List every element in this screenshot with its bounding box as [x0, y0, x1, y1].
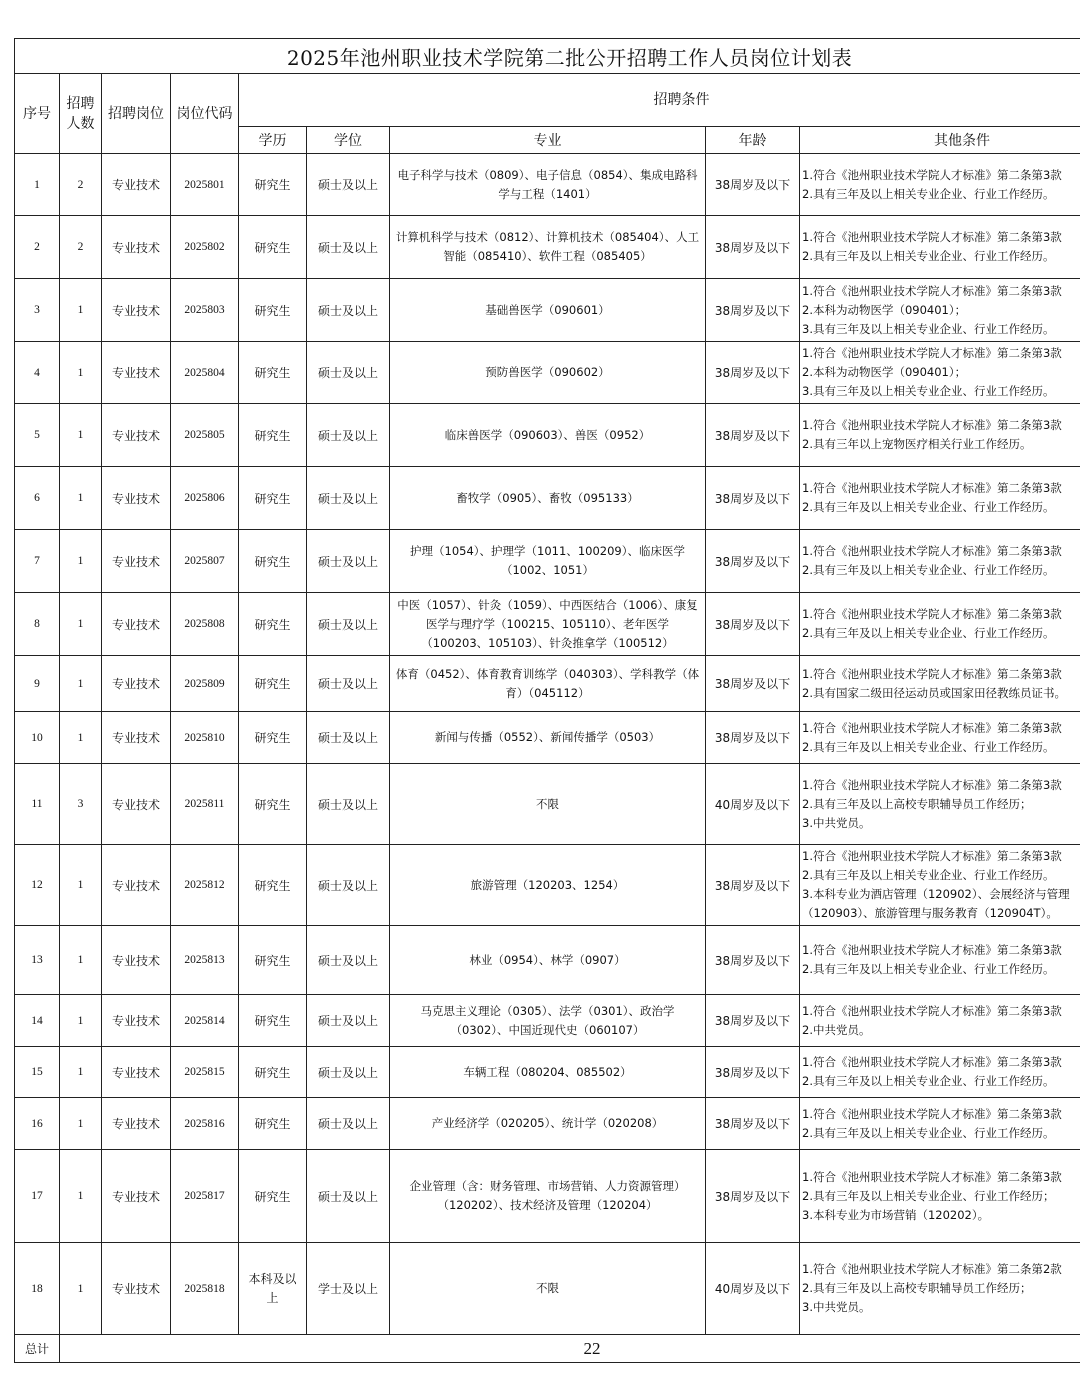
row-code: 2025806 — [171, 467, 239, 530]
row-code: 2025802 — [171, 216, 239, 279]
other-condition-line: 3.中共党员。 — [802, 815, 871, 830]
row-degree: 硕士及以上 — [307, 530, 390, 593]
row-education: 研究生 — [239, 1098, 307, 1150]
other-condition-line: 2.具有三年及以上相关专业企业、行业工作经历。 — [802, 1074, 1055, 1088]
row-post: 专业技术 — [102, 279, 171, 342]
row-seq: 9 — [15, 656, 60, 712]
other-condition-line: （120903）、旅游管理与服务教育（120904T）。 — [802, 906, 1058, 920]
row-code: 2025807 — [171, 530, 239, 593]
other-condition-line: 1.符合《池州职业技术学院人才标准》第二条第3款 — [802, 777, 1062, 792]
row-education: 研究生 — [239, 530, 307, 593]
row-post: 专业技术 — [102, 764, 171, 845]
row-post: 专业技术 — [102, 530, 171, 593]
row-education: 本科及以上 — [239, 1243, 307, 1335]
other-condition-line: 3.中共党员。 — [802, 1300, 871, 1314]
other-condition-line: 2.具有三年及以上相关专业企业、行业工作经历。 — [802, 186, 1055, 201]
row-post: 专业技术 — [102, 1243, 171, 1335]
row-age: 38周岁及以下 — [706, 467, 800, 530]
row-post: 专业技术 — [102, 926, 171, 995]
row-other-conditions — [800, 342, 1080, 404]
row-degree: 硕士及以上 — [307, 656, 390, 712]
table-row — [15, 154, 1080, 216]
row-education: 研究生 — [239, 342, 307, 404]
row-major: 临床兽医学（090603）、兽医（0952） — [390, 404, 706, 467]
row-seq: 16 — [15, 1098, 60, 1150]
row-code: 2025804 — [171, 342, 239, 404]
row-seq: 10 — [15, 712, 60, 764]
row-count: 1 — [60, 845, 102, 926]
row-seq: 5 — [15, 404, 60, 467]
other-condition-line: 1.符合《池州职业技术学院人才标准》第二条第3款 — [802, 481, 1062, 495]
row-major: 体育（0452）、体育教育训练学（040303）、学科教学（体育）（045112） — [390, 656, 706, 712]
header-count-label: 招聘人数 — [66, 95, 95, 132]
row-seq: 7 — [15, 530, 60, 593]
other-condition-line: 2.具有三年及以上相关专业企业、行业工作经历。 — [802, 500, 1055, 514]
row-degree: 硕士及以上 — [307, 845, 390, 926]
row-post: 专业技术 — [102, 656, 171, 712]
table-row — [15, 926, 1080, 995]
table-row — [15, 845, 1080, 926]
row-code: 2025812 — [171, 845, 239, 926]
row-education: 研究生 — [239, 926, 307, 995]
row-degree: 硕士及以上 — [307, 712, 390, 764]
row-code: 2025818 — [171, 1243, 239, 1335]
header-education: 学历 — [239, 127, 307, 154]
row-degree: 硕士及以上 — [307, 154, 390, 216]
row-code: 2025811 — [171, 764, 239, 845]
row-code: 2025813 — [171, 926, 239, 995]
other-condition-line: 1.符合《池州职业技术学院人才标准》第二条第3款 — [802, 283, 1062, 298]
header-major: 专业 — [390, 127, 706, 154]
row-age: 38周岁及以下 — [706, 845, 800, 926]
row-education: 研究生 — [239, 467, 307, 530]
row-other-conditions — [800, 764, 1080, 845]
row-age: 38周岁及以下 — [706, 1047, 800, 1098]
row-count: 1 — [60, 995, 102, 1047]
row-degree: 硕士及以上 — [307, 342, 390, 404]
other-condition-line: 1.符合《池州职业技术学院人才标准》第二条第3款 — [802, 544, 1062, 558]
other-condition-line: 2.具有三年及以上相关专业企业、行业工作经历。 — [802, 563, 1055, 577]
row-count: 1 — [60, 279, 102, 342]
row-major: 不限 — [390, 1243, 706, 1335]
row-code: 2025801 — [171, 154, 239, 216]
row-major: 企业管理（含：财务管理、市场营销、人力资源管理）（120202）、技术经济及管理（120204） — [390, 1150, 706, 1243]
row-count: 3 — [60, 764, 102, 845]
row-age: 38周岁及以下 — [706, 1150, 800, 1243]
row-degree: 硕士及以上 — [307, 995, 390, 1047]
row-code: 2025816 — [171, 1098, 239, 1150]
other-condition-line: 1.符合《池州职业技术学院人才标准》第二条第3款 — [802, 1055, 1062, 1069]
row-age: 38周岁及以下 — [706, 712, 800, 764]
row-degree: 硕士及以上 — [307, 764, 390, 845]
row-education: 研究生 — [239, 1047, 307, 1098]
header-degree: 学位 — [307, 127, 390, 154]
recruitment-table — [14, 38, 1080, 1363]
other-condition-line: 2.具有国家二级田径运动员或国家田径教练员证书。 — [802, 685, 1066, 700]
row-degree: 硕士及以上 — [307, 1150, 390, 1243]
row-post: 专业技术 — [102, 342, 171, 404]
row-age: 38周岁及以下 — [706, 995, 800, 1047]
other-condition-line: 2.具有三年及以上高校专职辅导员工作经历； — [802, 796, 1032, 811]
table-row — [15, 404, 1080, 467]
row-other-conditions — [800, 845, 1080, 926]
row-degree: 学士及以上 — [307, 1243, 390, 1335]
row-age: 38周岁及以下 — [706, 342, 800, 404]
row-post: 专业技术 — [102, 216, 171, 279]
row-seq: 2 — [15, 216, 60, 279]
recruitment-table-sheet — [14, 38, 1080, 1363]
row-degree: 硕士及以上 — [307, 926, 390, 995]
total-row — [15, 1335, 1080, 1363]
row-code: 2025808 — [171, 593, 239, 656]
row-seq: 12 — [15, 845, 60, 926]
row-code: 2025803 — [171, 279, 239, 342]
row-other-conditions — [800, 712, 1080, 764]
other-condition-line: 1.符合《池州职业技术学院人才标准》第二条第3款 — [802, 849, 1062, 863]
table-title: 2025年池州职业技术学院第二批公开招聘工作人员岗位计划表 — [15, 39, 1080, 74]
row-seq: 6 — [15, 467, 60, 530]
row-major: 林业（0954）、林学（0907） — [390, 926, 706, 995]
table-row — [15, 995, 1080, 1047]
row-education: 研究生 — [239, 764, 307, 845]
other-condition-line: 3.本科专业为酒店管理（120902）、会展经济与管理 — [802, 887, 1070, 901]
other-condition-line: 1.符合《池州职业技术学院人才标准》第二条第3款 — [802, 346, 1062, 360]
header-seq: 序号 — [15, 74, 60, 154]
row-education: 研究生 — [239, 656, 307, 712]
row-education: 研究生 — [239, 216, 307, 279]
row-seq: 3 — [15, 279, 60, 342]
row-education: 研究生 — [239, 995, 307, 1047]
row-degree: 硕士及以上 — [307, 279, 390, 342]
row-post: 专业技术 — [102, 1150, 171, 1243]
row-seq: 17 — [15, 1150, 60, 1243]
other-condition-line: 2.具有三年及以上相关专业企业、行业工作经历。 — [802, 1125, 1055, 1140]
row-education: 研究生 — [239, 279, 307, 342]
table-row — [15, 764, 1080, 845]
row-post: 专业技术 — [102, 712, 171, 764]
other-condition-line: 3.本科专业为市场营销（120202）。 — [802, 1207, 990, 1222]
other-condition-line: 1.符合《池州职业技术学院人才标准》第二条第3款 — [802, 167, 1062, 182]
row-education: 研究生 — [239, 845, 307, 926]
row-major: 车辆工程（080204、085502） — [390, 1047, 706, 1098]
row-code: 2025810 — [171, 712, 239, 764]
table-row — [15, 1098, 1080, 1150]
table-row — [15, 593, 1080, 656]
total-value: 22 — [60, 1335, 1080, 1363]
header-age: 年龄 — [706, 127, 800, 154]
row-seq: 11 — [15, 764, 60, 845]
other-condition-line: 2.具有三年及以上相关专业企业、行业工作经历。 — [802, 249, 1055, 263]
table-row — [15, 1243, 1080, 1335]
other-condition-line: 2.具有三年及以上高校专职辅导员工作经历； — [802, 1281, 1032, 1295]
other-condition-line: 1.符合《池州职业技术学院人才标准》第二条第3款 — [802, 1169, 1062, 1184]
header-post: 招聘岗位 — [102, 74, 171, 154]
row-count: 1 — [60, 712, 102, 764]
row-code: 2025805 — [171, 404, 239, 467]
row-count: 1 — [60, 926, 102, 995]
row-major: 计算机科学与技术（0812）、计算机技术（085404）、人工智能（085410）、软件工程（085405） — [390, 216, 706, 279]
row-other-conditions — [800, 279, 1080, 342]
row-age: 38周岁及以下 — [706, 926, 800, 995]
table-row — [15, 1150, 1080, 1243]
row-seq: 15 — [15, 1047, 60, 1098]
row-degree: 硕士及以上 — [307, 1098, 390, 1150]
table-row — [15, 656, 1080, 712]
row-seq: 8 — [15, 593, 60, 656]
row-count: 1 — [60, 593, 102, 656]
table-row — [15, 216, 1080, 279]
row-major: 产业经济学（020205）、统计学（020208） — [390, 1098, 706, 1150]
other-condition-line: 2.具有三年以上宠物医疗相关行业工作经历。 — [802, 437, 1032, 451]
row-post: 专业技术 — [102, 404, 171, 467]
row-other-conditions — [800, 216, 1080, 279]
row-count: 1 — [60, 656, 102, 712]
row-seq: 4 — [15, 342, 60, 404]
other-condition-line: 2.本科为动物医学（090401）； — [802, 365, 967, 379]
row-major: 畜牧学（0905）、畜牧（095133） — [390, 467, 706, 530]
row-post: 专业技术 — [102, 845, 171, 926]
row-degree: 硕士及以上 — [307, 404, 390, 467]
table-row — [15, 279, 1080, 342]
other-condition-line: 1.符合《池州职业技术学院人才标准》第二条第3款 — [802, 666, 1062, 681]
row-major: 新闻与传播（0552）、新闻传播学（0503） — [390, 712, 706, 764]
row-count: 1 — [60, 1047, 102, 1098]
row-degree: 硕士及以上 — [307, 1047, 390, 1098]
other-condition-line: 1.符合《池州职业技术学院人才标准》第二条第3款 — [802, 230, 1062, 244]
other-condition-line: 2.本科为动物医学（090401）； — [802, 302, 967, 317]
other-condition-line: 3.具有三年及以上相关专业企业、行业工作经历。 — [802, 384, 1055, 398]
row-education: 研究生 — [239, 404, 307, 467]
row-count: 1 — [60, 530, 102, 593]
table-row — [15, 1047, 1080, 1098]
row-post: 专业技术 — [102, 1098, 171, 1150]
other-condition-line: 3.具有三年及以上相关专业企业、行业工作经历。 — [802, 321, 1055, 336]
other-condition-line: 1.符合《池州职业技术学院人才标准》第二条第3款 — [802, 1003, 1062, 1018]
row-count: 2 — [60, 216, 102, 279]
row-post: 专业技术 — [102, 467, 171, 530]
row-count: 2 — [60, 154, 102, 216]
row-seq: 14 — [15, 995, 60, 1047]
other-condition-line: 1.符合《池州职业技术学院人才标准》第二条第3款 — [802, 607, 1062, 621]
row-age: 38周岁及以下 — [706, 404, 800, 467]
row-age: 38周岁及以下 — [706, 216, 800, 279]
row-major: 中医（1057）、针灸（1059）、中西医结合（1006）、康复医学与理疗学（100215、105110）、老年医学（100203、105103）、针灸推拿学（100512） — [390, 593, 706, 656]
row-degree: 硕士及以上 — [307, 216, 390, 279]
row-code: 2025817 — [171, 1150, 239, 1243]
row-other-conditions — [800, 926, 1080, 995]
row-other-conditions — [800, 656, 1080, 712]
row-other-conditions — [800, 1243, 1080, 1335]
other-condition-line: 2.中共党员。 — [802, 1022, 871, 1037]
row-count: 1 — [60, 1098, 102, 1150]
row-other-conditions — [800, 1150, 1080, 1243]
row-major: 电子科学与技术（0809）、电子信息（0854）、集成电路科学与工程（1401） — [390, 154, 706, 216]
row-post: 专业技术 — [102, 1047, 171, 1098]
row-age: 38周岁及以下 — [706, 530, 800, 593]
other-condition-line: 1.符合《池州职业技术学院人才标准》第二条第3款 — [802, 418, 1062, 432]
row-major: 预防兽医学（090602） — [390, 342, 706, 404]
row-age: 38周岁及以下 — [706, 593, 800, 656]
row-age: 38周岁及以下 — [706, 154, 800, 216]
row-other-conditions — [800, 995, 1080, 1047]
row-post: 专业技术 — [102, 593, 171, 656]
row-seq: 18 — [15, 1243, 60, 1335]
row-code: 2025815 — [171, 1047, 239, 1098]
row-count: 1 — [60, 1243, 102, 1335]
header-other: 其他条件 — [800, 127, 1080, 154]
other-condition-line: 2.具有三年及以上相关专业企业、行业工作经历； — [802, 1188, 1055, 1203]
table-row — [15, 712, 1080, 764]
row-major: 基础兽医学（090601） — [390, 279, 706, 342]
row-count: 1 — [60, 467, 102, 530]
table-row — [15, 530, 1080, 593]
row-other-conditions — [800, 530, 1080, 593]
row-post: 专业技术 — [102, 995, 171, 1047]
row-major: 护理（1054）、护理学（1011、100209）、临床医学（1002、1051） — [390, 530, 706, 593]
row-other-conditions — [800, 1047, 1080, 1098]
row-age: 40周岁及以下 — [706, 764, 800, 845]
row-other-conditions — [800, 593, 1080, 656]
row-other-conditions — [800, 404, 1080, 467]
other-condition-line: 2.具有三年及以上相关专业企业、行业工作经历。 — [802, 739, 1055, 754]
row-seq: 1 — [15, 154, 60, 216]
row-other-conditions — [800, 1098, 1080, 1150]
other-condition-line: 1.符合《池州职业技术学院人才标准》第二条第3款 — [802, 1106, 1062, 1121]
other-condition-line: 1.符合《池州职业技术学院人才标准》第二条第3款 — [802, 720, 1062, 735]
row-other-conditions — [800, 154, 1080, 216]
row-seq: 13 — [15, 926, 60, 995]
row-degree: 硕士及以上 — [307, 593, 390, 656]
other-condition-line: 2.具有三年及以上相关专业企业、行业工作经历。 — [802, 962, 1055, 976]
row-post: 专业技术 — [102, 154, 171, 216]
other-condition-line: 1.符合《池州职业技术学院人才标准》第二条第3款 — [802, 943, 1062, 957]
row-education: 研究生 — [239, 593, 307, 656]
row-education: 研究生 — [239, 154, 307, 216]
row-code: 2025814 — [171, 995, 239, 1047]
row-age: 38周岁及以下 — [706, 1098, 800, 1150]
header-conditions: 招聘条件 — [239, 74, 1080, 127]
total-label: 总计 — [15, 1335, 60, 1363]
row-degree: 硕士及以上 — [307, 467, 390, 530]
row-age: 38周岁及以下 — [706, 279, 800, 342]
row-age: 38周岁及以下 — [706, 656, 800, 712]
row-age: 40周岁及以下 — [706, 1243, 800, 1335]
table-row — [15, 467, 1080, 530]
row-major: 不限 — [390, 764, 706, 845]
row-major: 旅游管理（120203、1254） — [390, 845, 706, 926]
other-condition-line: 2.具有三年及以上相关专业企业、行业工作经历。 — [802, 626, 1055, 640]
other-condition-line: 1.符合《池州职业技术学院人才标准》第二条第2款 — [802, 1262, 1062, 1276]
row-count: 1 — [60, 1150, 102, 1243]
row-other-conditions — [800, 467, 1080, 530]
row-code: 2025809 — [171, 656, 239, 712]
table-row — [15, 342, 1080, 404]
row-education: 研究生 — [239, 1150, 307, 1243]
header-count — [60, 74, 102, 154]
row-count: 1 — [60, 404, 102, 467]
row-major: 马克思主义理论（0305）、法学（0301）、政治学（0302）、中国近现代史（060107） — [390, 995, 706, 1047]
other-condition-line: 2.具有三年及以上相关专业企业、行业工作经历。 — [802, 868, 1055, 882]
row-education: 研究生 — [239, 712, 307, 764]
row-count: 1 — [60, 342, 102, 404]
header-code: 岗位代码 — [171, 74, 239, 154]
